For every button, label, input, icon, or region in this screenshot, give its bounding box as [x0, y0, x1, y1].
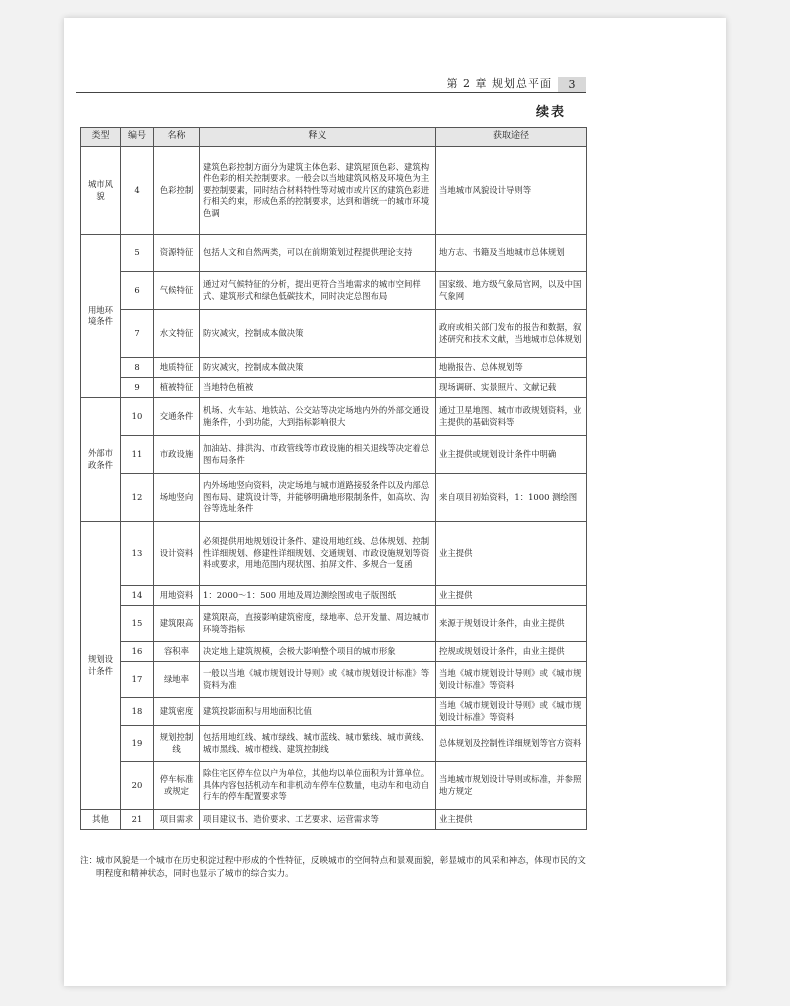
table-row [81, 726, 587, 762]
description-cell: 建筑限高，直接影响建筑密度，绿地率、总开发量、周边城市环境等指标 [200, 606, 436, 642]
footnote-label: 注： [80, 856, 98, 866]
number-cell: 5 [121, 235, 154, 272]
name-cell: 用地资料 [154, 586, 200, 606]
number-cell: 21 [121, 810, 154, 830]
source-cell: 总体规划及控制性详细规划等官方资料 [436, 726, 587, 762]
source-cell: 政府或相关部门发布的报告和数据，叙述研究和技术文献，当地城市总体规划 [436, 310, 587, 358]
column-header-type: 类型 [81, 128, 121, 147]
description-cell: 防灾减灾，控制成本做决策 [200, 358, 436, 378]
description-cell: 必须提供用地规划设计条件、建设用地红线、总体规划、控制性详细规划、修建性详细规划、交通规划、市政设施规划等资料或要求，用地范围内现状图、拍屏文件、多规合一复函 [200, 522, 436, 586]
name-cell: 植被特征 [154, 378, 200, 398]
source-cell: 国家级、地方级气象局官网，以及中国气象网 [436, 272, 587, 310]
source-cell: 地勘报告、总体规划等 [436, 358, 587, 378]
table-row [81, 698, 587, 726]
description-cell: 建筑色彩控制方面分为建筑主体色彩、建筑屋顶色彩、建筑构件色彩的相关控制要求。一般会以当地建筑风格及环境色为主要控制要素，同时结合材料特性等对城市或片区的建筑色彩进行相关约束，形成色系的控制要求，达到和谐统一的城市环境色调 [200, 147, 436, 235]
source-cell: 当地《城市规划设计导则》或《城市规划设计标准》等资料 [436, 698, 587, 726]
description-cell: 加油站、排洪沟、市政管线等市政设施的相关退线等决定着总图布局条件 [200, 436, 436, 474]
requirements-table [80, 127, 587, 830]
description-cell: 机场、火车站、地铁站、公交站等决定场地内外的外部交通设施条件，小到功能，大到指标影响很大 [200, 398, 436, 436]
name-cell: 资源特征 [154, 235, 200, 272]
name-cell: 水文特征 [154, 310, 200, 358]
name-cell: 建筑密度 [154, 698, 200, 726]
description-cell: 建筑投影面积与用地面积比值 [200, 698, 436, 726]
source-cell: 地方志、书籍及当地城市总体规划 [436, 235, 587, 272]
number-cell: 16 [121, 642, 154, 662]
table-row [81, 662, 587, 698]
number-cell: 17 [121, 662, 154, 698]
name-cell: 场地竖向 [154, 474, 200, 522]
name-cell: 绿地率 [154, 662, 200, 698]
description-cell: 包括用地红线、城市绿线、城市蓝线、城市紫线、城市黄线、城市黑线、城市橙线、建筑控制线 [200, 726, 436, 762]
running-head [76, 77, 586, 93]
source-cell: 当地《城市规划设计导则》或《城市规划设计标准》等资料 [436, 662, 587, 698]
description-cell: 决定地上建筑规模，会极大影响整个项目的城市形象 [200, 642, 436, 662]
table-row [81, 606, 587, 642]
source-cell: 当地城市风貌设计导则等 [436, 147, 587, 235]
source-cell: 现场调研、实景照片、文献记载 [436, 378, 587, 398]
name-cell: 设计资料 [154, 522, 200, 586]
description-cell: 当地特色植被 [200, 378, 436, 398]
number-cell: 11 [121, 436, 154, 474]
table-row [81, 147, 587, 235]
number-cell: 19 [121, 726, 154, 762]
description-cell: 除住宅区停车位以户为单位，其他均以单位面积为计算单位。具体内容包括机动车和非机动车停车位数量，电动车和电动自行车的停车配置要求等 [200, 762, 436, 810]
name-cell: 市政设施 [154, 436, 200, 474]
number-cell: 9 [121, 378, 154, 398]
table-row [81, 235, 587, 272]
category-cell: 规划设计条件 [81, 522, 121, 810]
header-row [81, 128, 587, 147]
page-number: 3 [558, 77, 586, 92]
category-cell: 用地环境条件 [81, 235, 121, 398]
name-cell: 容积率 [154, 642, 200, 662]
table-row [81, 762, 587, 810]
source-cell: 业主提供或规划设计条件中明确 [436, 436, 587, 474]
source-cell: 控规或规划设计条件，由业主提供 [436, 642, 587, 662]
name-cell: 建筑限高 [154, 606, 200, 642]
source-cell: 业主提供 [436, 810, 587, 830]
source-cell: 来源于规划设计条件，由业主提供 [436, 606, 587, 642]
table-row [81, 358, 587, 378]
table-row [81, 310, 587, 358]
number-cell: 20 [121, 762, 154, 810]
source-cell: 通过卫星地图、城市市政规划资料，业主提供的基础资料等 [436, 398, 587, 436]
name-cell: 色彩控制 [154, 147, 200, 235]
table-row [81, 436, 587, 474]
number-cell: 4 [121, 147, 154, 235]
description-cell: 1：2000～1：500 用地及周边测绘图或电子版图纸 [200, 586, 436, 606]
table-row [81, 810, 587, 830]
table-row [81, 378, 587, 398]
name-cell: 地质特征 [154, 358, 200, 378]
table-footnote [80, 855, 592, 881]
description-cell: 内外场地竖向资料，决定场地与城市道路接驳条件以及内部总图布局、建筑设计等，并能够明确地形限制条件，如高坎、沟谷等选址条件 [200, 474, 436, 522]
source-cell: 业主提供 [436, 522, 587, 586]
number-cell: 8 [121, 358, 154, 378]
number-cell: 7 [121, 310, 154, 358]
name-cell: 气候特征 [154, 272, 200, 310]
table-row [81, 642, 587, 662]
source-cell: 当地城市规划设计导则或标准，并参照地方规定 [436, 762, 587, 810]
chapter-title: 第 2 章 规划总平面 [446, 77, 552, 90]
number-cell: 6 [121, 272, 154, 310]
number-cell: 15 [121, 606, 154, 642]
table-row [81, 586, 587, 606]
number-cell: 13 [121, 522, 154, 586]
source-cell: 来自项目初始资料，1：1000 测绘图 [436, 474, 587, 522]
continued-label: 续表 [536, 105, 567, 120]
column-header-name: 名称 [154, 128, 200, 147]
description-cell: 一般以当地《城市规划设计导则》或《城市规划设计标准》等资料为准 [200, 662, 436, 698]
description-cell: 项目建议书、造价要求、工艺要求、运营需求等 [200, 810, 436, 830]
number-cell: 12 [121, 474, 154, 522]
column-header-number: 编号 [121, 128, 154, 147]
name-cell: 交通条件 [154, 398, 200, 436]
category-cell: 其他 [81, 810, 121, 830]
description-cell: 防灾减灾，控制成本做决策 [200, 310, 436, 358]
number-cell: 10 [121, 398, 154, 436]
description-cell: 通过对气候特征的分析，提出更符合当地需求的城市空间样式、建筑形式和绿色低碳技术，同时决定总图布局 [200, 272, 436, 310]
name-cell: 停车标准或规定 [154, 762, 200, 810]
number-cell: 18 [121, 698, 154, 726]
number-cell: 14 [121, 586, 154, 606]
table-row [81, 522, 587, 586]
footnote-text: 城市风貌是一个城市在历史积淀过程中形成的个性特征，反映城市的空间特点和景观面貌，彰显城市的风采和神态，体现市民的文明程度和精神状态，同时也显示了城市的综合实力。 [96, 856, 586, 879]
column-header-source: 获取途径 [436, 128, 587, 147]
source-cell: 业主提供 [436, 586, 587, 606]
column-header-description: 释义 [200, 128, 436, 147]
table-row [81, 398, 587, 436]
category-cell: 外部市政条件 [81, 398, 121, 522]
table-row [81, 272, 587, 310]
name-cell: 规划控制线 [154, 726, 200, 762]
name-cell: 项目需求 [154, 810, 200, 830]
description-cell: 包括人文和自然两类，可以在前期策划过程提供理论支持 [200, 235, 436, 272]
table-row [81, 474, 587, 522]
category-cell: 城市风貌 [81, 147, 121, 235]
table-header [81, 128, 587, 147]
